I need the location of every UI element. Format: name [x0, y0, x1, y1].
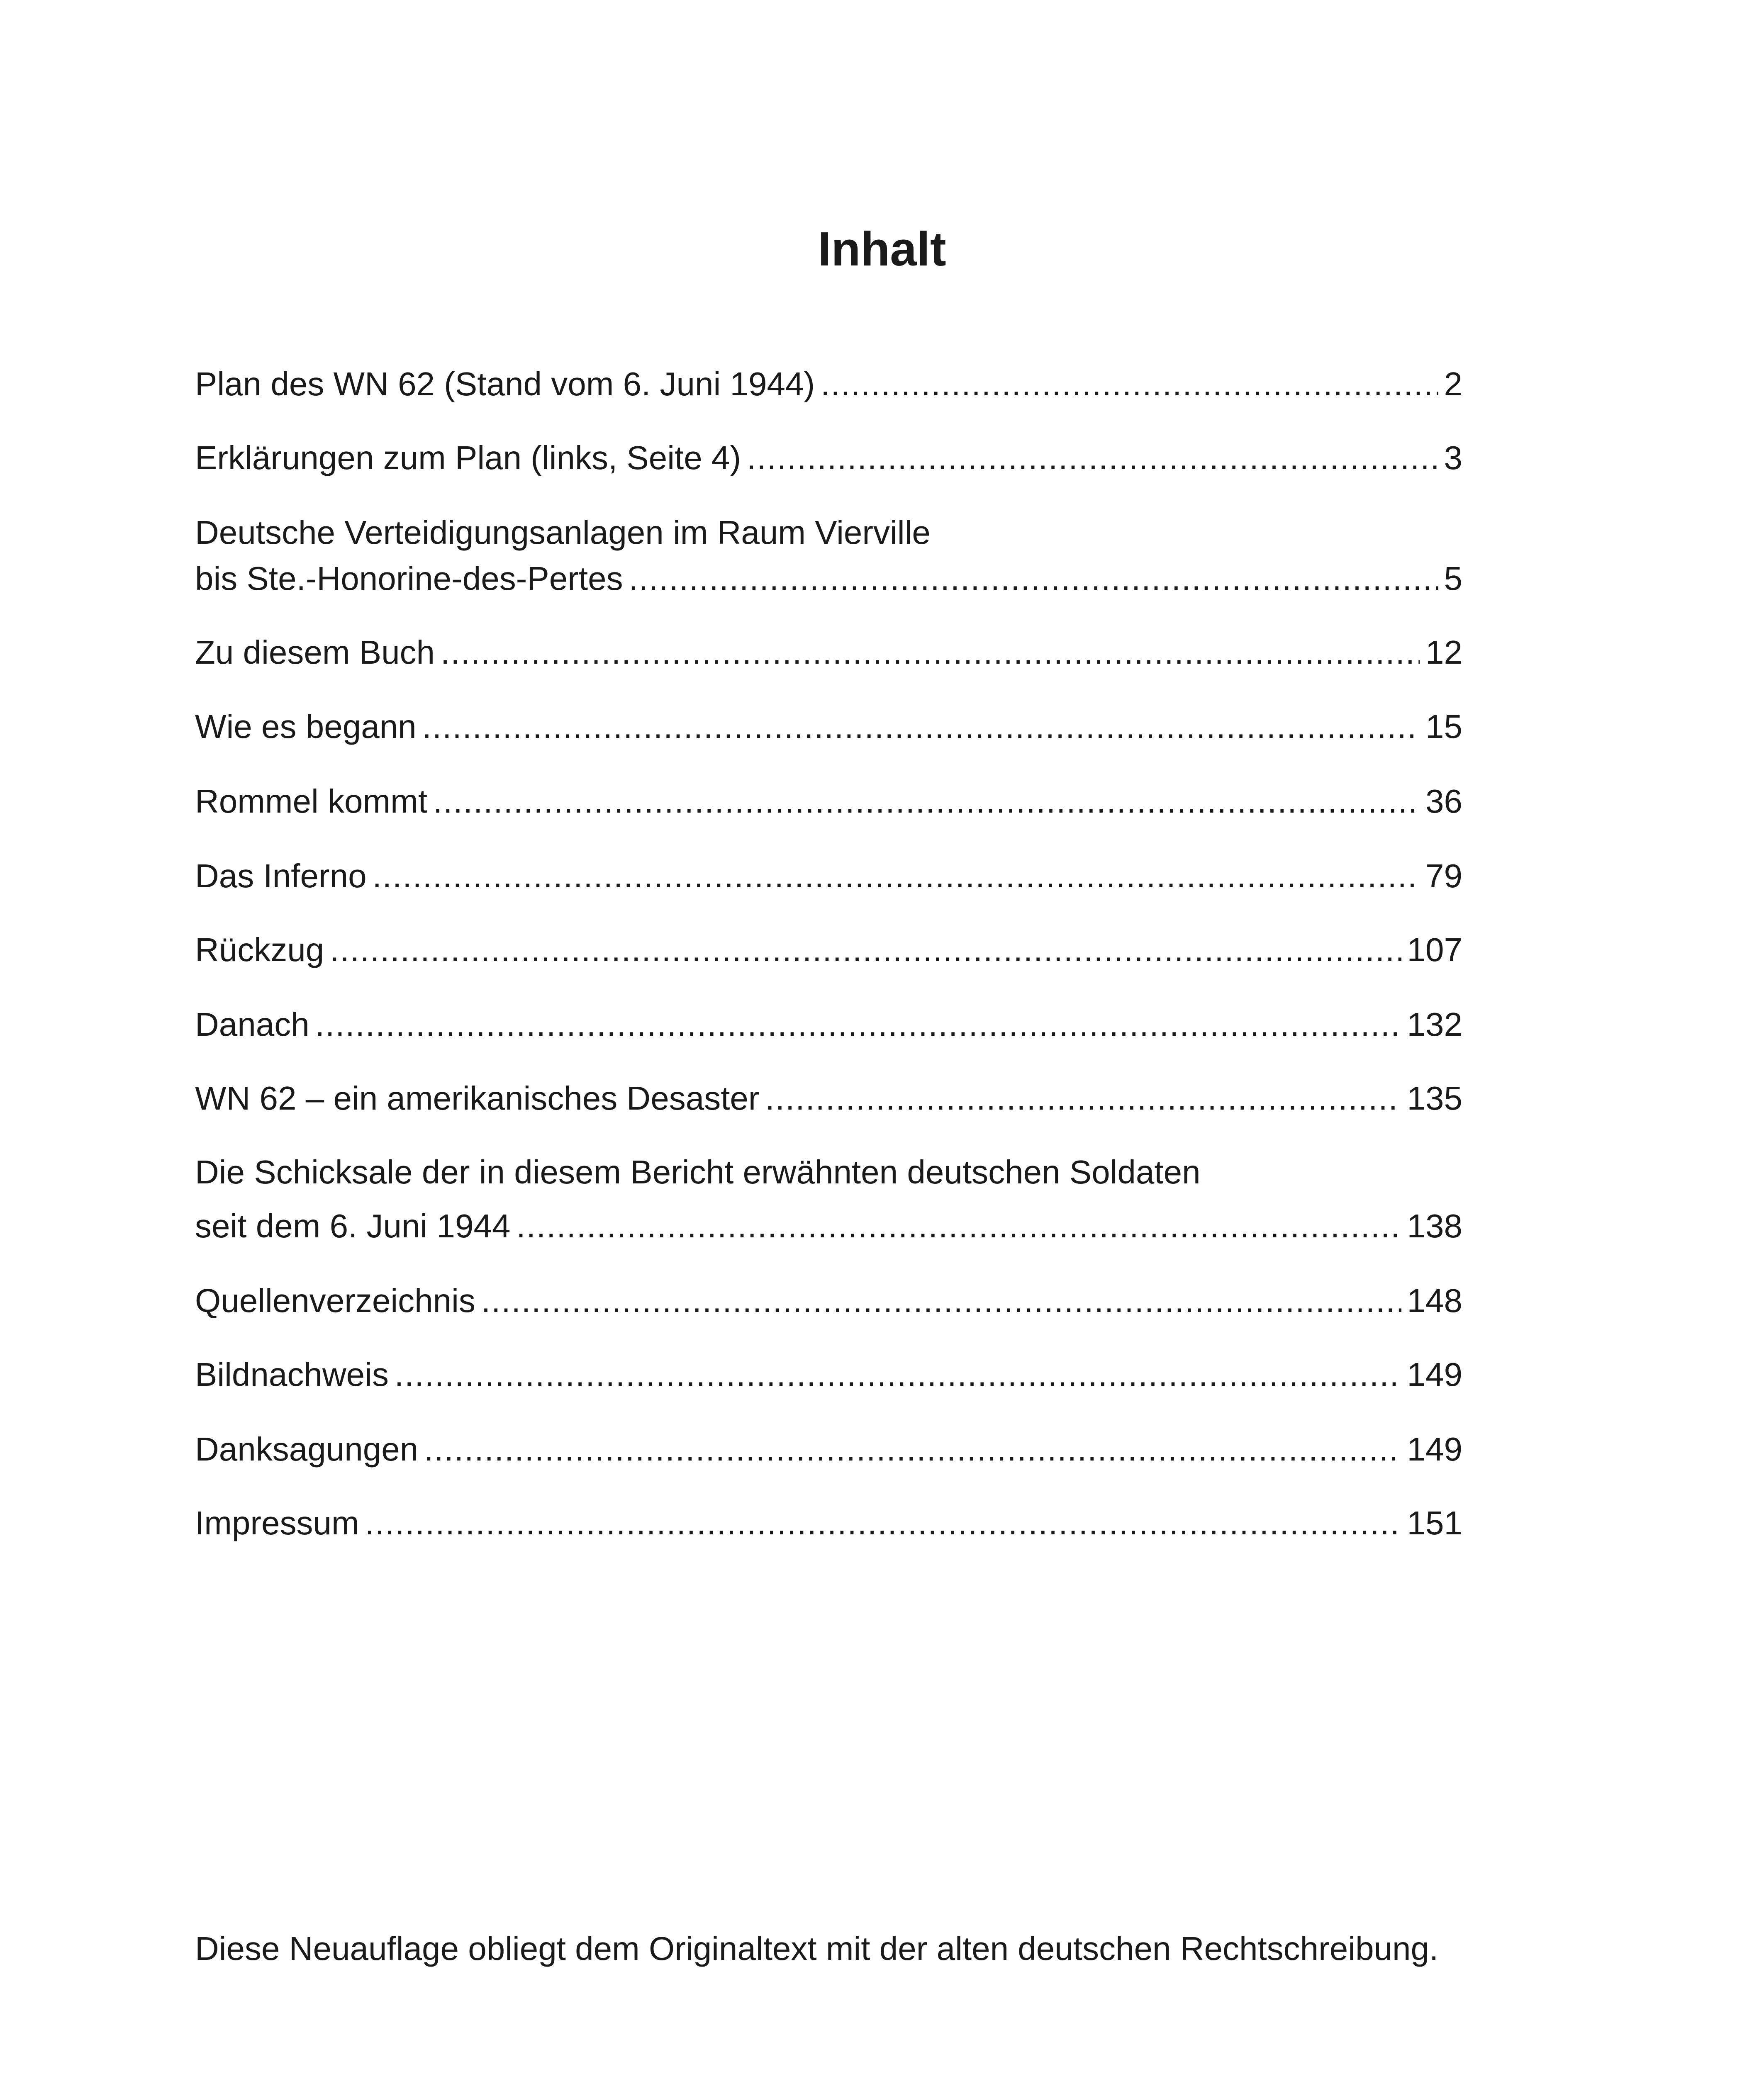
toc-page-number: 149: [1407, 1431, 1462, 1468]
toc-page-number: 15: [1425, 708, 1462, 745]
toc-entry: [195, 365, 1462, 411]
toc-page-number: 132: [1407, 1006, 1462, 1043]
toc-entry: [195, 857, 1462, 903]
toc-entry-label: WN 62 – ein amerikanisches Desaster: [195, 1080, 760, 1117]
toc-entry: [195, 1282, 1462, 1327]
toc-entry-label: Wie es begann: [195, 708, 417, 745]
toc-page-number: 12: [1425, 634, 1462, 671]
toc-entry-label: Zu diesem Buch: [195, 634, 435, 671]
toc-page-number: 36: [1425, 783, 1462, 820]
toc-dot-leader: [629, 560, 1438, 598]
toc-entry-label: Danksagungen: [195, 1431, 419, 1468]
toc-dot-leader: [765, 1079, 1401, 1117]
edition-note: Diese Neuauflage obliegt dem Originaltext mit der alten deutschen Rechtschreibung.: [195, 1930, 1439, 1967]
toc-entry: [195, 560, 1462, 605]
toc-page-number: 79: [1425, 857, 1462, 894]
page-title: Inhalt: [818, 222, 946, 276]
toc-dot-leader: [516, 1207, 1401, 1245]
toc-entry-label: Impressum: [195, 1504, 359, 1541]
toc-entry-label: Plan des WN 62 (Stand vom 6. Juni 1944): [195, 365, 815, 402]
toc-entry-label: Rückzug: [195, 931, 324, 968]
toc-entry: [195, 1079, 1462, 1125]
toc-page-number: 5: [1444, 560, 1462, 597]
toc-entry: [195, 1005, 1462, 1051]
toc-page-number: 149: [1407, 1356, 1462, 1393]
toc-entry-label: Das Inferno: [195, 857, 367, 894]
toc-entry-label-line1: Deutsche Verteidigungsanlagen im Raum Vierville: [195, 514, 931, 551]
toc-entry: [195, 1430, 1462, 1476]
toc-entry: [195, 1207, 1462, 1253]
toc-dot-leader: [373, 857, 1420, 895]
toc-entry: [195, 1504, 1462, 1550]
toc-dot-leader: [433, 782, 1420, 820]
toc-dot-leader: [365, 1504, 1401, 1542]
toc-dot-leader: [747, 439, 1438, 477]
toc-entry-label: Rommel kommt: [195, 783, 428, 820]
toc-entry-label: Erklärungen zum Plan (links, Seite 4): [195, 439, 741, 476]
toc-entry: [195, 633, 1462, 679]
toc-dot-leader: [315, 1005, 1401, 1044]
toc-page-number: 107: [1407, 931, 1462, 968]
toc-page-number: 151: [1407, 1504, 1462, 1541]
toc-dot-leader: [330, 931, 1401, 969]
table-of-contents: [195, 0, 1462, 1659]
toc-page-number: 148: [1407, 1282, 1462, 1319]
toc-entry-label: Quellenverzeichnis: [195, 1282, 475, 1319]
toc-entry: [195, 439, 1462, 484]
toc-entry-label: bis Ste.-Honorine-des-Pertes: [195, 560, 623, 597]
toc-dot-leader: [481, 1282, 1401, 1320]
toc-entry: [195, 931, 1462, 976]
toc-dot-leader: [395, 1356, 1401, 1394]
toc-entry: [195, 708, 1462, 753]
toc-dot-leader: [441, 633, 1420, 672]
toc-entry-label: seit dem 6. Juni 1944: [195, 1207, 511, 1244]
toc-entry: [195, 1356, 1462, 1401]
toc-page-number: 138: [1407, 1207, 1462, 1244]
toc-entry: [195, 782, 1462, 828]
toc-dot-leader: [422, 708, 1420, 746]
toc-page-number: 3: [1444, 439, 1462, 476]
toc-page-number: 135: [1407, 1080, 1462, 1117]
toc-dot-leader: [821, 365, 1438, 403]
toc-entry-label-line1: Die Schicksale der in diesem Bericht erwähnten deutschen Soldaten: [195, 1154, 1201, 1190]
toc-entry-label: Danach: [195, 1006, 309, 1043]
toc-entry-label: Bildnachweis: [195, 1356, 389, 1393]
toc-page-number: 2: [1444, 365, 1462, 402]
toc-dot-leader: [424, 1430, 1401, 1468]
